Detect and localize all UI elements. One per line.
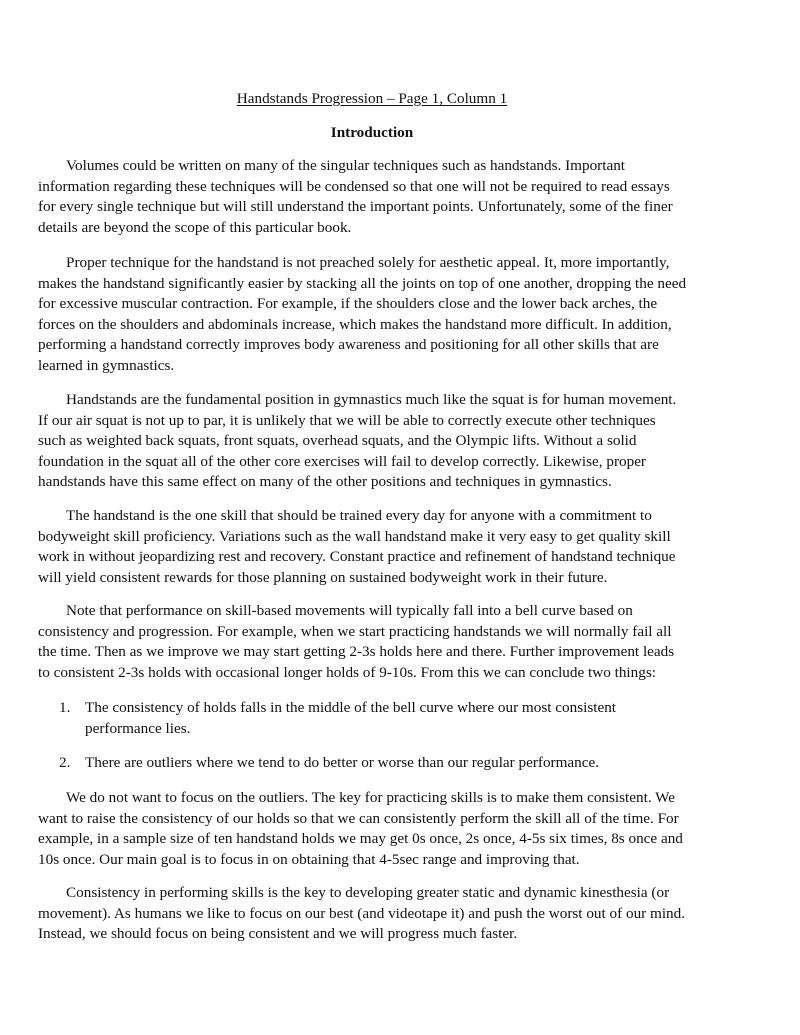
paragraph-line: details are beyond the scope of this particular book. <box>38 218 352 236</box>
section-title: Introduction <box>330 124 414 141</box>
list-line: There are outliers where we tend to do better or worse than our regular performance. <box>85 754 600 771</box>
paragraph-line: for excessive muscular contraction. For example, if the shoulders close and the lower back arches, the <box>38 295 658 313</box>
paragraph-line: for every single technique but will still understand the important points. Unfortunately, some of the finer <box>38 198 673 216</box>
paragraph-line: Volumes could be written on many of the singular techniques such as handstands. Important <box>66 157 626 174</box>
paragraph-line: The handstand is the one skill that should be trained every day for anyone with a commitment to <box>66 507 652 524</box>
paragraph-line: performing a handstand correctly improves body awareness and positioning for all other skills that are <box>38 336 659 354</box>
paragraph-line: movement). As humans we like to focus on our best (and videotape it) and push the worst out of our mind. <box>38 904 686 922</box>
paragraph-line: foundation in the squat all of the other core exercises will fail to develop correctly. Likewise, proper <box>38 452 646 470</box>
paragraph-4 <box>38 506 738 588</box>
paragraph-line: handstands have this same effect on many of the other positions and techniques in gymnastics. <box>38 473 612 491</box>
paragraph-line: If our air squat is not up to par, it is unlikely that we will be able to correctly execute other techniques <box>38 411 656 429</box>
paragraph-line: example, in a sample size of ten handstand holds we may get 0s once, 2s once, 4-5s six times, 8s once and <box>38 830 683 848</box>
paragraph-line: bodyweight skill proficiency. Variations such as the wall handstand make it very easy to get quality skill <box>38 527 671 545</box>
paragraph-line: makes the handstand significantly easier by stacking all the joints on top of one another, dropping the need <box>38 274 687 292</box>
paragraph-line: Proper technique for the handstand is not preached solely for aesthetic appeal. It, more importantly, <box>66 254 670 271</box>
list-text <box>85 698 725 739</box>
paragraph-line: want to raise the consistency of our holds so that we can consistently perform the skill all of the time. For <box>38 809 679 827</box>
list-number: 2. <box>59 754 71 771</box>
paragraph-line: We do not want to focus on the outliers. The key for practicing skills is to make them consistent. We <box>66 789 676 806</box>
paragraph-line: information regarding these techniques will be condensed so that one will not be required to read essays <box>38 177 670 195</box>
paragraph-line: will yield consistent rewards for those planning on sustained bodyweight work in their future. <box>38 568 608 586</box>
page-header: Handstands Progression – Page 1, Column 1 <box>236 90 508 107</box>
paragraph-line: Handstands are the fundamental position in gymnastics much like the squat is for human movement. <box>66 391 677 408</box>
list-number: 1. <box>59 699 71 716</box>
paragraph-6 <box>38 788 738 870</box>
paragraph-line: consistency and progression. For example, when we start practicing handstands we will normally fail all <box>38 622 672 640</box>
paragraph-line: Instead, we should focus on being consistent and we will progress much faster. <box>38 925 518 943</box>
paragraph-line: Consistency in performing skills is the key to developing greater static and dynamic kinesthesia (or <box>66 884 670 901</box>
paragraph-line: learned in gymnastics. <box>38 356 175 374</box>
paragraph-2 <box>38 253 738 377</box>
paragraph-line: such as weighted back squats, front squats, overhead squats, and the Olympic lifts. Without a solid <box>38 432 637 450</box>
paragraph-3 <box>38 390 738 493</box>
list-line: performance lies. <box>85 719 191 737</box>
list-line: The consistency of holds falls in the middle of the bell curve where our most consistent <box>85 699 617 716</box>
paragraph-line: forces on the shoulders and abdominals increase, which makes the handstand more difficult. In addition, <box>38 315 672 333</box>
paragraph-line: Note that performance on skill-based movements will typically fall into a bell curve based on <box>66 602 633 619</box>
paragraph-line: work in without jeopardizing rest and recovery. Constant practice and refinement of handstand technique <box>38 548 676 566</box>
paragraph-5 <box>38 601 738 683</box>
paragraph-line: to consistent 2-3s holds with occasional longer holds of 9-10s. From this we can conclude two things: <box>38 663 656 681</box>
paragraph-1 <box>38 156 738 238</box>
paragraph-7 <box>38 883 738 945</box>
list-text <box>85 753 725 774</box>
paragraph-line: 10s once. Our main goal is to focus in on obtaining that 4-5sec range and improving that. <box>38 850 580 868</box>
paragraph-line: the time. Then as we improve we may start getting 2-3s holds here and there. Further improvement leads <box>38 643 675 661</box>
